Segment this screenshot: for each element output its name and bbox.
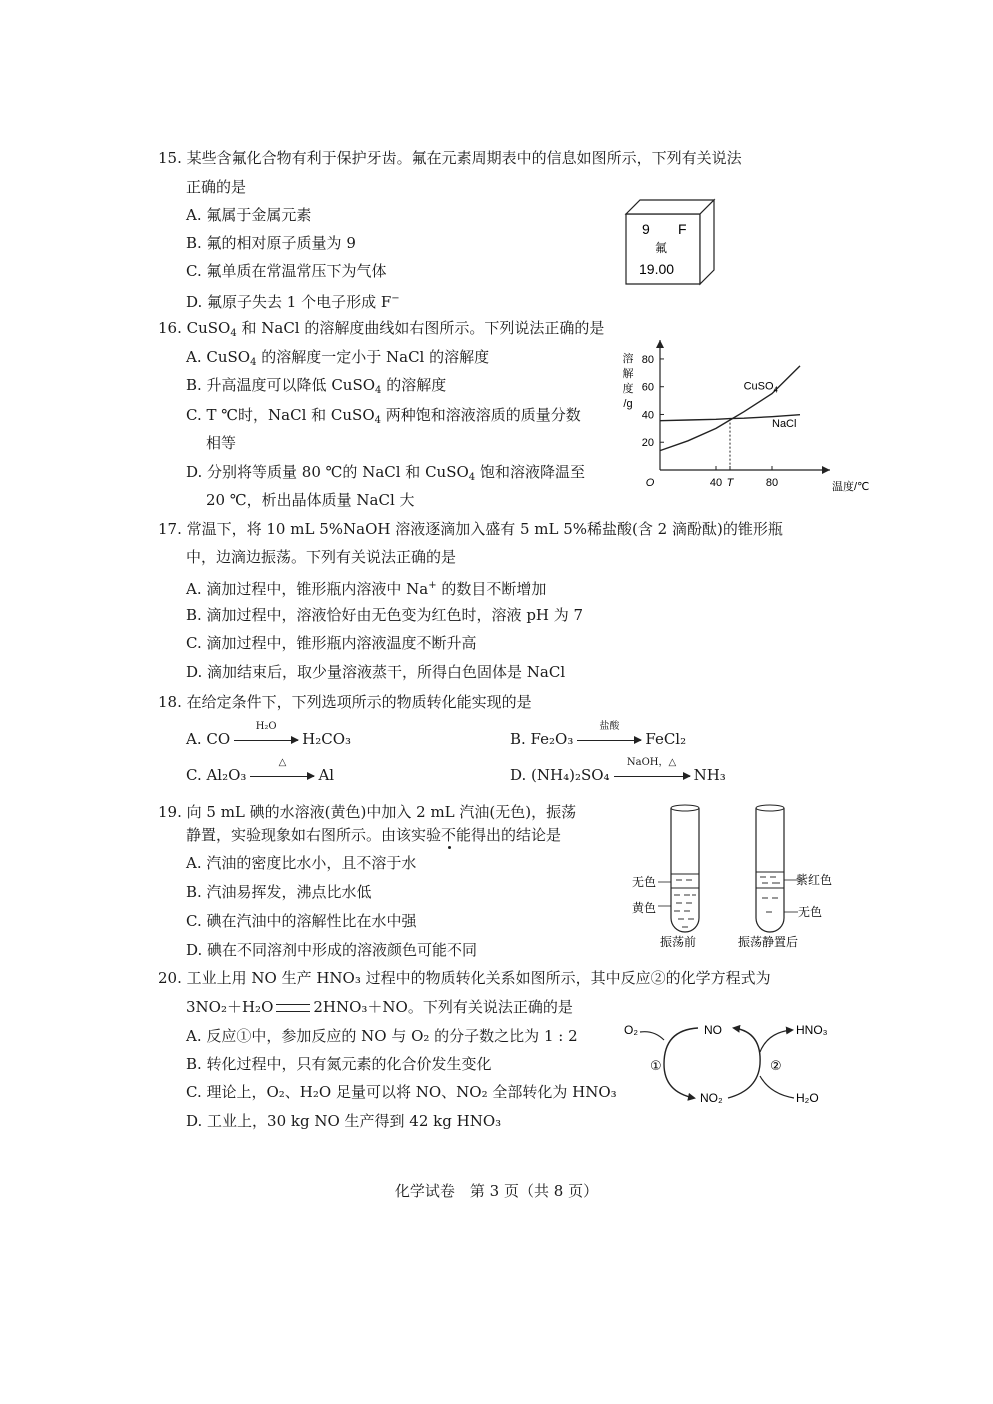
cuso4-label: CuSO$_4$: [743, 380, 779, 395]
q19-option-c: C. 碘在汽油中的溶解性比在水中强: [186, 912, 417, 930]
q19-stem2c: 能得出的结论是: [456, 826, 562, 844]
fluorine-element-card: [620, 196, 720, 288]
q18-option-c: [186, 757, 335, 786]
hno3-output-arrow: [760, 1030, 792, 1052]
q20-option-b: B. 转化过程中，只有氮元素的化合价发生变化: [186, 1055, 492, 1073]
q18-a-arrow: [234, 721, 298, 750]
q16-b-sub: 4: [375, 385, 382, 396]
o2-label: O₂: [624, 1023, 638, 1037]
element-symbol: F: [678, 221, 687, 237]
q15-stem-line2: 正确的是: [186, 178, 247, 196]
q18-d-product: NH₃: [693, 766, 726, 784]
q18-b-product: FeCl₂: [645, 730, 687, 748]
label-purple-red: 紫红色: [796, 873, 833, 887]
reaction-1-arrow: [664, 1028, 698, 1098]
y-axis-label: /g: [623, 398, 633, 410]
solubility-chart: [618, 338, 870, 498]
q15-option-d-sup: −: [391, 293, 400, 304]
q16-c2: 两种饱和溶液溶质的质量分数: [381, 406, 581, 424]
q16-stem: [158, 318, 604, 344]
q16-a1: A. CuSO: [186, 348, 251, 366]
x-tick-label: T: [726, 477, 734, 489]
q18-a-cond: H₂O: [255, 721, 277, 732]
q17-option-d: D. 滴加结束后，取少量溶液蒸干，所得白色固体是 NaCl: [186, 663, 566, 681]
q20-option-c: C. 理论上，O₂、H₂O 足量可以将 NO、NO₂ 全部转化为 HNO₃: [186, 1083, 617, 1101]
y-tick-label: 40: [641, 409, 654, 422]
h2o-label: H₂O: [796, 1091, 819, 1105]
q18-option-d: [510, 757, 726, 786]
q20-stem-line2: [186, 997, 573, 1017]
q17-a-sup: +: [428, 580, 437, 591]
test-tube-figure: [630, 800, 840, 952]
x-tick-label: 40: [709, 477, 723, 489]
q19-stem2a: 静置，实验现象如右图所示。由该实验: [186, 826, 442, 844]
q18-c-reactant: C. Al₂O₃: [186, 766, 247, 784]
caption-after: 振荡静置后: [738, 935, 799, 949]
q18-c-cond: △: [278, 757, 287, 768]
hno3-label: HNO₃: [796, 1023, 828, 1037]
label-colorless-top: 无色: [632, 875, 657, 889]
q16-a2: 的溶解度一定小于 NaCl 的溶解度: [256, 348, 490, 366]
element-number: 9: [642, 221, 650, 237]
y-axis-label: 溶: [622, 353, 634, 365]
q16-b1: B. 升高温度可以降低 CuSO: [186, 376, 376, 394]
no-label: NO: [704, 1023, 722, 1037]
q16-option-b: [186, 375, 446, 401]
cuso4-label-sub: 4: [773, 385, 779, 395]
q16-option-c: [186, 405, 581, 431]
q18-option-b: [510, 721, 687, 750]
q19-emphasis-not: 不: [441, 826, 457, 844]
q16-stem-a: 16. CuSO: [158, 319, 231, 337]
q15-option-a: A. 氟属于金属元素: [186, 206, 312, 224]
q18-b-arrow: [577, 721, 641, 750]
test-tube-before: [632, 805, 699, 949]
element-name: 氟: [655, 241, 668, 255]
q20-option-a: A. 反应①中，参加反应的 NO 与 O₂ 的分子数之比为 1 : 2: [186, 1027, 578, 1045]
q18-a-arrow-line: [234, 740, 298, 741]
q18-c-arrow: [250, 757, 314, 786]
q18-b-reactant: B. Fe₂O₃: [510, 730, 574, 748]
nitrogen-cycle-diagram: [620, 1016, 840, 1116]
y-tick-label: 20: [641, 437, 654, 450]
q17-a-post: 的数目不断增加: [436, 580, 547, 598]
q18-c-arrow-line: [250, 776, 314, 777]
y-tick-label: 60: [641, 381, 654, 394]
q15-option-c: C. 氟单质在常温常压下为气体: [186, 262, 387, 280]
nacl-label: NaCl: [772, 417, 797, 430]
no2-label: NO₂: [700, 1091, 723, 1105]
q16-option-d: [186, 462, 585, 488]
cuso4-curve: [660, 366, 800, 451]
q19-option-d: D. 碘在不同溶剂中形成的溶液颜色可能不同: [186, 941, 478, 959]
q18-d-arrow-line: [614, 776, 690, 777]
q18-d-cond: NaOH，△: [626, 757, 677, 768]
caption-before: 振荡前: [660, 935, 697, 949]
q18-option-a: [186, 721, 352, 750]
q15-option-d-text: D. 氟原子失去 1 个电子形成 F: [186, 293, 392, 311]
q15-option-b: B. 氟的相对原子质量为 9: [186, 234, 356, 252]
test-tube-after: [738, 805, 832, 949]
q16-d1: D. 分别将等质量 80 ℃的 NaCl 和 CuSO: [186, 463, 469, 481]
q16-option-a: [186, 347, 489, 373]
label-yellow: 黄色: [632, 901, 657, 915]
q19-stem-line1: 19. 向 5 mL 碘的水溶液(黄色)中加入 2 mL 汽油(无色)，振荡: [158, 803, 577, 821]
q16-option-d-cont: 20 ℃，析出晶体质量 NaCl 大: [206, 491, 415, 509]
q19-option-a: A. 汽油的密度比水小，且不溶于水: [186, 854, 417, 872]
element-card-top: [626, 200, 714, 214]
q18-b-cond: 盐酸: [599, 721, 620, 732]
q17-stem-line1: 17. 常温下，将 10 mL 5%NaOH 溶液逐滴加入盛有 5 mL 5%稀盐酸(含 2 滴酚酞)的锥形瓶: [158, 520, 783, 538]
q18-d-arrow: [614, 757, 690, 786]
q18-d-reactant: D. (NH₄)₂SO₄: [510, 766, 610, 784]
element-mass: 19.00: [639, 261, 675, 277]
q15-stem-line1: 15. 某些含氟化合物有利于保护牙齿。氟在元素周期表中的信息如图所示，下列有关说法: [158, 149, 742, 167]
q19-option-b: B. 汽油易挥发，沸点比水低: [186, 883, 372, 901]
q16-c-sub: 4: [374, 415, 381, 426]
q18-b-arrow-line: [577, 740, 641, 741]
chart-axes: [623, 340, 870, 493]
reaction-2-label: ②: [770, 1058, 782, 1073]
q16-stem-b: 和 NaCl 的溶解度曲线如右图所示。下列说法正确的是: [236, 319, 605, 337]
q17-option-c: C. 滴加过程中，锥形瓶内溶液温度不断升高: [186, 634, 477, 652]
label-colorless-bottom: 无色: [798, 905, 823, 919]
q17-option-a: [186, 576, 546, 599]
q17-a-pre: A. 滴加过程中，锥形瓶内溶液中 Na: [186, 580, 429, 598]
q17-stem-line2: 中，边滴边振荡。下列有关说法正确的是: [186, 548, 457, 566]
chart-plot: [660, 366, 800, 470]
y-axis-label: 度: [622, 383, 634, 395]
q16-c1: C. T ℃时，NaCl 和 CuSO: [186, 406, 375, 424]
reaction-1-label: ①: [650, 1058, 662, 1073]
o2-input-arrow: [640, 1032, 664, 1040]
y-axis-arrowhead: [656, 340, 664, 348]
h2o-input-arrow: [760, 1076, 794, 1098]
q20-equation-left: 3NO₂＋H₂O: [186, 998, 274, 1016]
element-card-side: [700, 200, 714, 284]
q16-a-sub: 4: [250, 357, 257, 368]
q20-option-d: D. 工业上，30 kg NO 生产得到 42 kg HNO₃: [186, 1112, 502, 1130]
x-tick-label: 80: [765, 477, 779, 489]
q18-a-reactant: A. CO: [186, 730, 231, 748]
x-axis-arrowhead: [822, 466, 830, 474]
q16-option-c-cont: 相等: [206, 434, 237, 452]
q20-equation-right: 2HNO₃＋NO。下列有关说法正确的是: [313, 998, 573, 1016]
origin-label: O: [645, 477, 655, 489]
q15-option-d: [186, 289, 400, 312]
q17-option-b: B. 滴加过程中，溶液恰好由无色变为红色时，溶液 pH 为 7: [186, 606, 584, 624]
equals-sign: [276, 1004, 310, 1012]
q16-d2: 饱和溶液降温至: [475, 463, 585, 481]
q16-stem-sub: 4: [230, 328, 237, 339]
y-tick-label: 80: [641, 353, 654, 366]
q16-b2: 的溶解度: [381, 376, 447, 394]
q18-stem: 18. 在给定条件下，下列选项所示的物质转化能实现的是: [158, 693, 532, 711]
q16-d-sub: 4: [468, 472, 476, 483]
q20-stem-line1: 20. 工业上用 NO 生产 HNO₃ 过程中的物质转化关系如图所示，其中反应②的化学方程式为: [158, 969, 771, 987]
page-footer: 化学试卷 第 3 页（共 8 页）: [394, 1182, 599, 1200]
reaction-2-arrow: [728, 1028, 760, 1098]
x-axis-label: 温度/℃: [832, 481, 870, 493]
q19-stem-line2: [186, 825, 561, 845]
y-axis-label: 解: [622, 368, 634, 380]
q18-a-product: H₂CO₃: [302, 730, 352, 748]
q18-c-product: Al: [318, 766, 335, 784]
